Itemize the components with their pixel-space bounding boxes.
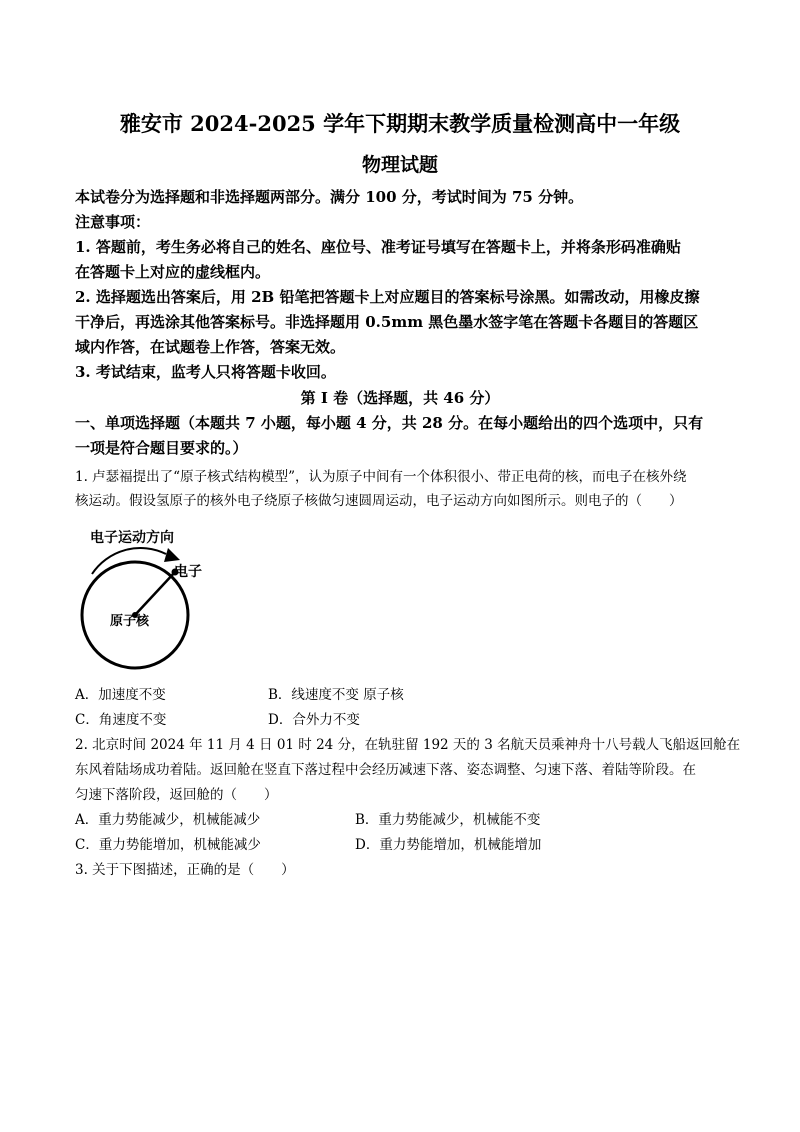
- q3-stem-1: 3. 关于下图描述，正确的是（ ）: [75, 862, 295, 878]
- q2-stem-2: 东风着陆场成功着陆。返回舱在竖直下落过程中会经历减速下落、姿态调整、匀速下落、着陆等阶段。在: [75, 762, 696, 778]
- figure-label-electron: 电子: [174, 564, 202, 580]
- q2-stem-1: 2. 北京时间 2024 年 11 月 4 日 01 时 24 分，在轨驻留 192 天的 3 名航天员乘神舟十八号载人飞船返回舱在: [75, 737, 741, 753]
- notice-item-2b: 干净后，再选涂其他答案标号。非选择题用 0.5mm 黑色墨水签字笔在答题卡各题目的答题区: [75, 313, 699, 331]
- q1-stem-2: 核运动。假设氢原子的核外电子绕原子核做匀速圆周运动，电子运动方向如图所示。则电子的（ ）: [75, 493, 683, 509]
- intro-line: 本试卷分为选择题和非选择题两部分。满分 100 分，考试时间为 75 分钟。: [75, 188, 584, 206]
- notice-item-3: 3. 考试结束，监考人只将答题卡收回。: [75, 363, 336, 381]
- q1-option-c[interactable]: C．角速度不变: [75, 712, 167, 728]
- part-heading-a: 一、单项选择题（本题共 7 小题，每小题 4 分，共 28 分。在每小题给出的四个选项中，只有: [75, 414, 704, 432]
- notice-item-2a: 2. 选择题选出答案后，用 2B 铅笔把答题卡上对应题目的答案标号涂黑。如需改动，用橡皮擦: [75, 288, 700, 306]
- q1-option-d[interactable]: D．合外力不变: [268, 712, 360, 728]
- notice-heading: 注意事项：: [75, 213, 151, 231]
- q1-stem-1: 1. 卢瑟福提出了“原子核式结构模型”，认为原子中间有一个体积很小、带正电荷的核，而电子在核外绕: [75, 469, 687, 485]
- section-heading: 第 I 卷（选择题，共 46 分）: [300, 389, 500, 407]
- q2-option-d[interactable]: D．重力势能增加，机械能增加: [355, 837, 542, 853]
- q2-option-c[interactable]: C．重力势能增加，机械能减少: [75, 837, 261, 853]
- atom-figure: [70, 522, 240, 672]
- q1-option-b[interactable]: B．线速度不变 原子核: [268, 687, 404, 703]
- exam-subtitle: 物理试题: [361, 154, 438, 176]
- part-heading-b: 一项是符合题目要求的。）: [75, 439, 248, 457]
- notice-item-1a: 1. 答题前，考生务必将自己的姓名、座位号、准考证号填写在答题卡上，并将条形码准确贴: [75, 238, 681, 256]
- figure-label-direction: 电子运动方向: [90, 530, 174, 546]
- notice-item-1b: 在答题卡上对应的虚线框内。: [75, 263, 271, 281]
- orbit-radius: [135, 572, 175, 615]
- q2-stem-3: 匀速下落阶段，返回舱的（ ）: [75, 787, 278, 803]
- figure-label-nucleus: 原子核: [110, 614, 150, 629]
- arrow-head: [164, 548, 180, 562]
- q2-option-a[interactable]: A．重力势能减少，机械能减少: [75, 812, 261, 828]
- q2-option-b[interactable]: B．重力势能减少，机械能不变: [355, 812, 541, 828]
- notice-item-2c: 域内作答，在试题卷上作答，答案无效。: [75, 338, 346, 356]
- exam-title: 雅安市 2024-2025 学年下期期末教学质量检测高中一年级: [119, 111, 681, 136]
- q1-option-a[interactable]: A．加速度不变: [75, 687, 166, 703]
